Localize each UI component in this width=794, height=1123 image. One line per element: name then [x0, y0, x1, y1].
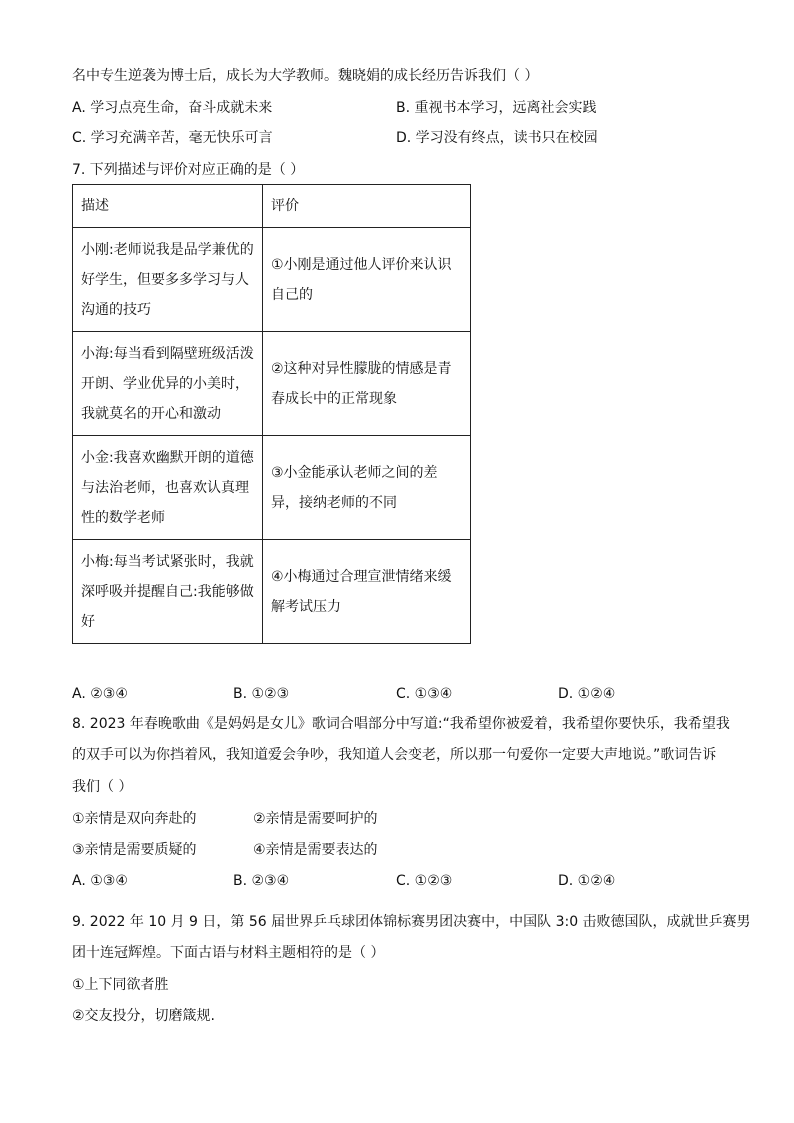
- q8-stem-line: 我们（ ）: [72, 779, 133, 795]
- table-row: [73, 540, 471, 644]
- q8-option-a: A. ①③④: [72, 873, 128, 889]
- q6-option-c: C. 学习充满辛苦，毫无快乐可言: [72, 130, 273, 146]
- q8-option-d: D. ①②④: [558, 873, 616, 889]
- table-cell-description: 小金:我喜欢幽默开朗的道德与法治老师，也喜欢认真理性的数学老师: [81, 449, 254, 526]
- q8-statement-4: ④亲情是需要表达的: [253, 842, 378, 858]
- table-header-cell: 描述: [73, 185, 263, 228]
- table-header-row: [73, 185, 471, 228]
- q6-option-b: B. 重视书本学习，远离社会实践: [396, 100, 597, 116]
- table-cell-description: 小刚:老师说我是品学兼优的好学生，但要多多学习与人沟通的技巧: [81, 241, 254, 318]
- q6-stem-tail: 名中专生逆袭为博士后，成长为大学教师。魏晓娟的成长经历告诉我们（ ）: [72, 68, 539, 84]
- q8-statement-2: ②亲情是需要呵护的: [253, 811, 378, 827]
- q8-stem-line: 8. 2023 年春晚歌曲《是妈妈是女儿》歌词合唱部分中写道:“我希望你被爱着，我希望你要快乐，我希望我: [72, 716, 730, 732]
- table-row: [73, 332, 471, 436]
- q6-option-a: A. 学习点亮生命，奋斗成就未来: [72, 100, 273, 116]
- table-cell-description: 小梅:每当考试紧张时，我就深呼吸并提醒自己:我能够做好: [81, 553, 254, 630]
- q7-option-b: B. ①②③: [233, 686, 290, 702]
- q8-option-b: B. ②③④: [233, 873, 290, 889]
- table-cell-evaluation: ①小刚是通过他人评价来认识自己的: [271, 256, 452, 303]
- q9-statement-1: ①上下同欲者胜: [72, 977, 169, 993]
- q8-stem-line: 的双手可以为你挡着风，我知道爱会争吵，我知道人会变老，所以那一句爱你一定要大声地说。”歌词告诉: [72, 747, 717, 763]
- q6-option-d: D. 学习没有终点，读书只在校园: [396, 130, 598, 146]
- q7-stem: 7. 下列描述与评价对应正确的是（ ）: [72, 162, 305, 178]
- table-row: [73, 436, 471, 540]
- table-cell-evaluation: ②这种对异性朦胧的情感是青春成长中的正常现象: [271, 360, 452, 407]
- q8-statement-3: ③亲情是需要质疑的: [72, 842, 197, 858]
- table-cell-description: 小海:每当看到隔壁班级活泼开朗、学业优异的小美时，我就莫名的开心和激动: [81, 345, 254, 422]
- q8-statement-1: ①亲情是双向奔赴的: [72, 811, 197, 827]
- table-cell-evaluation: ③小金能承认老师之间的差异，接纳老师的不同: [271, 464, 438, 511]
- q9-stem-line: 9. 2022 年 10 月 9 日，第 56 届世界乒乓球团体锦标赛男团决赛中，中国队 3:0 击败德国队，成就世乒赛男: [72, 914, 751, 930]
- q7-option-c: C. ①③④: [396, 686, 453, 702]
- table-row: [73, 228, 471, 332]
- q7-option-a: A. ②③④: [72, 686, 128, 702]
- q9-statement-2: ②交友投分，切磨箴规.: [72, 1008, 216, 1024]
- table-cell-evaluation: ④小梅通过合理宣泄情绪来缓解考试压力: [271, 568, 452, 615]
- q8-option-c: C. ①②③: [396, 873, 453, 889]
- q7-table: [72, 184, 471, 644]
- q7-option-d: D. ①②④: [558, 686, 616, 702]
- table-header-cell: 评价: [263, 185, 471, 228]
- q9-stem-line: 团十连冠辉煌。下面古语与材料主题相符的是（ ）: [72, 945, 385, 961]
